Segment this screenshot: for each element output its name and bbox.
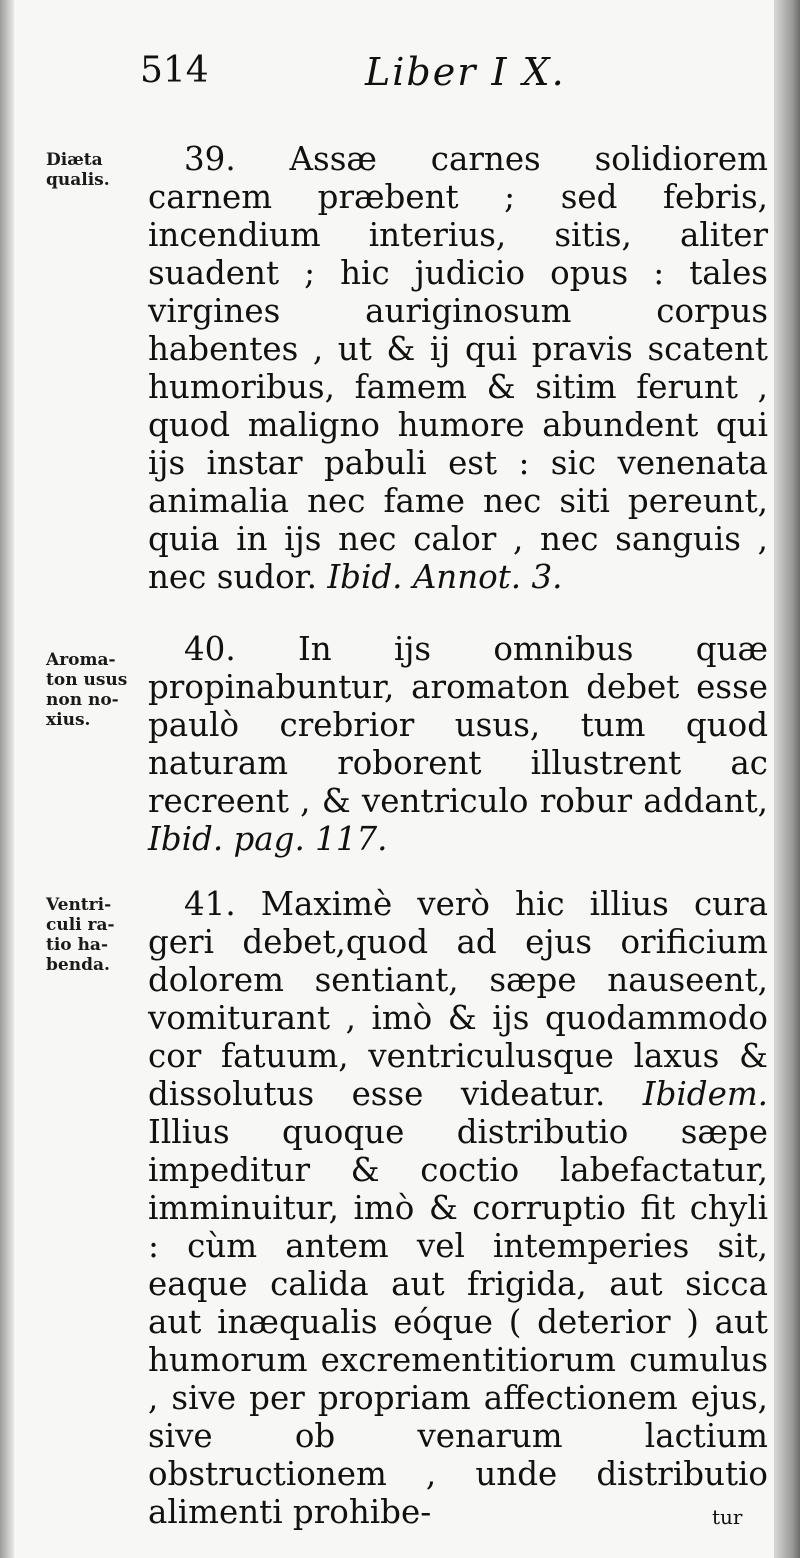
section-number: 41. (184, 885, 236, 923)
section-40-paragraph (148, 630, 768, 858)
section-text-continued: Illius quoque distributio sæpe impeditur & coctio labefactatur, imminuitur, imò & corruptio fit chyli : cùm antem vel intemperies sit, eaque calida aut frigida, aut sicca aut inæqualis eóque ( deterior ) aut humorum excrementitiorum cumulus , sive per propriam affectionem ejus, sive ob venarum lactium obstructionem , unde distributio alimenti prohibe- (148, 1113, 768, 1531)
section-number: 39. (184, 140, 236, 178)
margin-note-39: Diæta qualis. (46, 150, 110, 190)
margin-note-40: Aroma- ton usus non no- xius. (46, 650, 128, 730)
section-39-paragraph (148, 140, 768, 596)
page-number: 514 (140, 50, 209, 91)
section-text: Assæ carnes solidiorem carnem præbent ; sed febris, incendium interius, sitis, aliter suadent ; hic judicio opus : tales virgines auriginosum corpus habentes , ut & ij qui pravis scatent humoribus, famem & sitim ferunt , quod maligno humore abundent qui ijs instar pabuli est : sic venenata animalia nec fame nec siti pereunt, quia in ijs nec calor , nec sanguis , nec sudor. (148, 140, 768, 596)
section-citation: Ibid. pag. 117. (148, 820, 388, 858)
running-head: Liber I X. (365, 50, 566, 94)
page-edge-shadow-right (774, 0, 800, 1558)
margin-note-41: Ventri- culi ra- tio ha- benda. (46, 895, 115, 975)
page-edge-shadow-left (0, 0, 14, 1558)
page-header (140, 50, 600, 100)
section-number: 40. (184, 630, 236, 668)
section-41-paragraph (148, 885, 768, 1531)
section-text: In ijs omnibus quæ propinabuntur, aromaton debet esse paulò crebrior usus, tum quod naturam roborent illustrent ac recreent , & ventriculo robur addant, (148, 630, 768, 820)
section-citation: Ibid. Annot. 3. (327, 558, 563, 596)
catchword: tur (712, 1505, 743, 1529)
section-text: Maximè verò hic illius cura geri debet,quod ad ejus orificium dolorem sentiant, sæpe nauseent, vomiturant , imò & ijs quodammodo cor fatuum, ventriculusque laxus & dissolutus esse videatur. (148, 885, 768, 1113)
section-citation: Ibidem. (642, 1075, 768, 1113)
